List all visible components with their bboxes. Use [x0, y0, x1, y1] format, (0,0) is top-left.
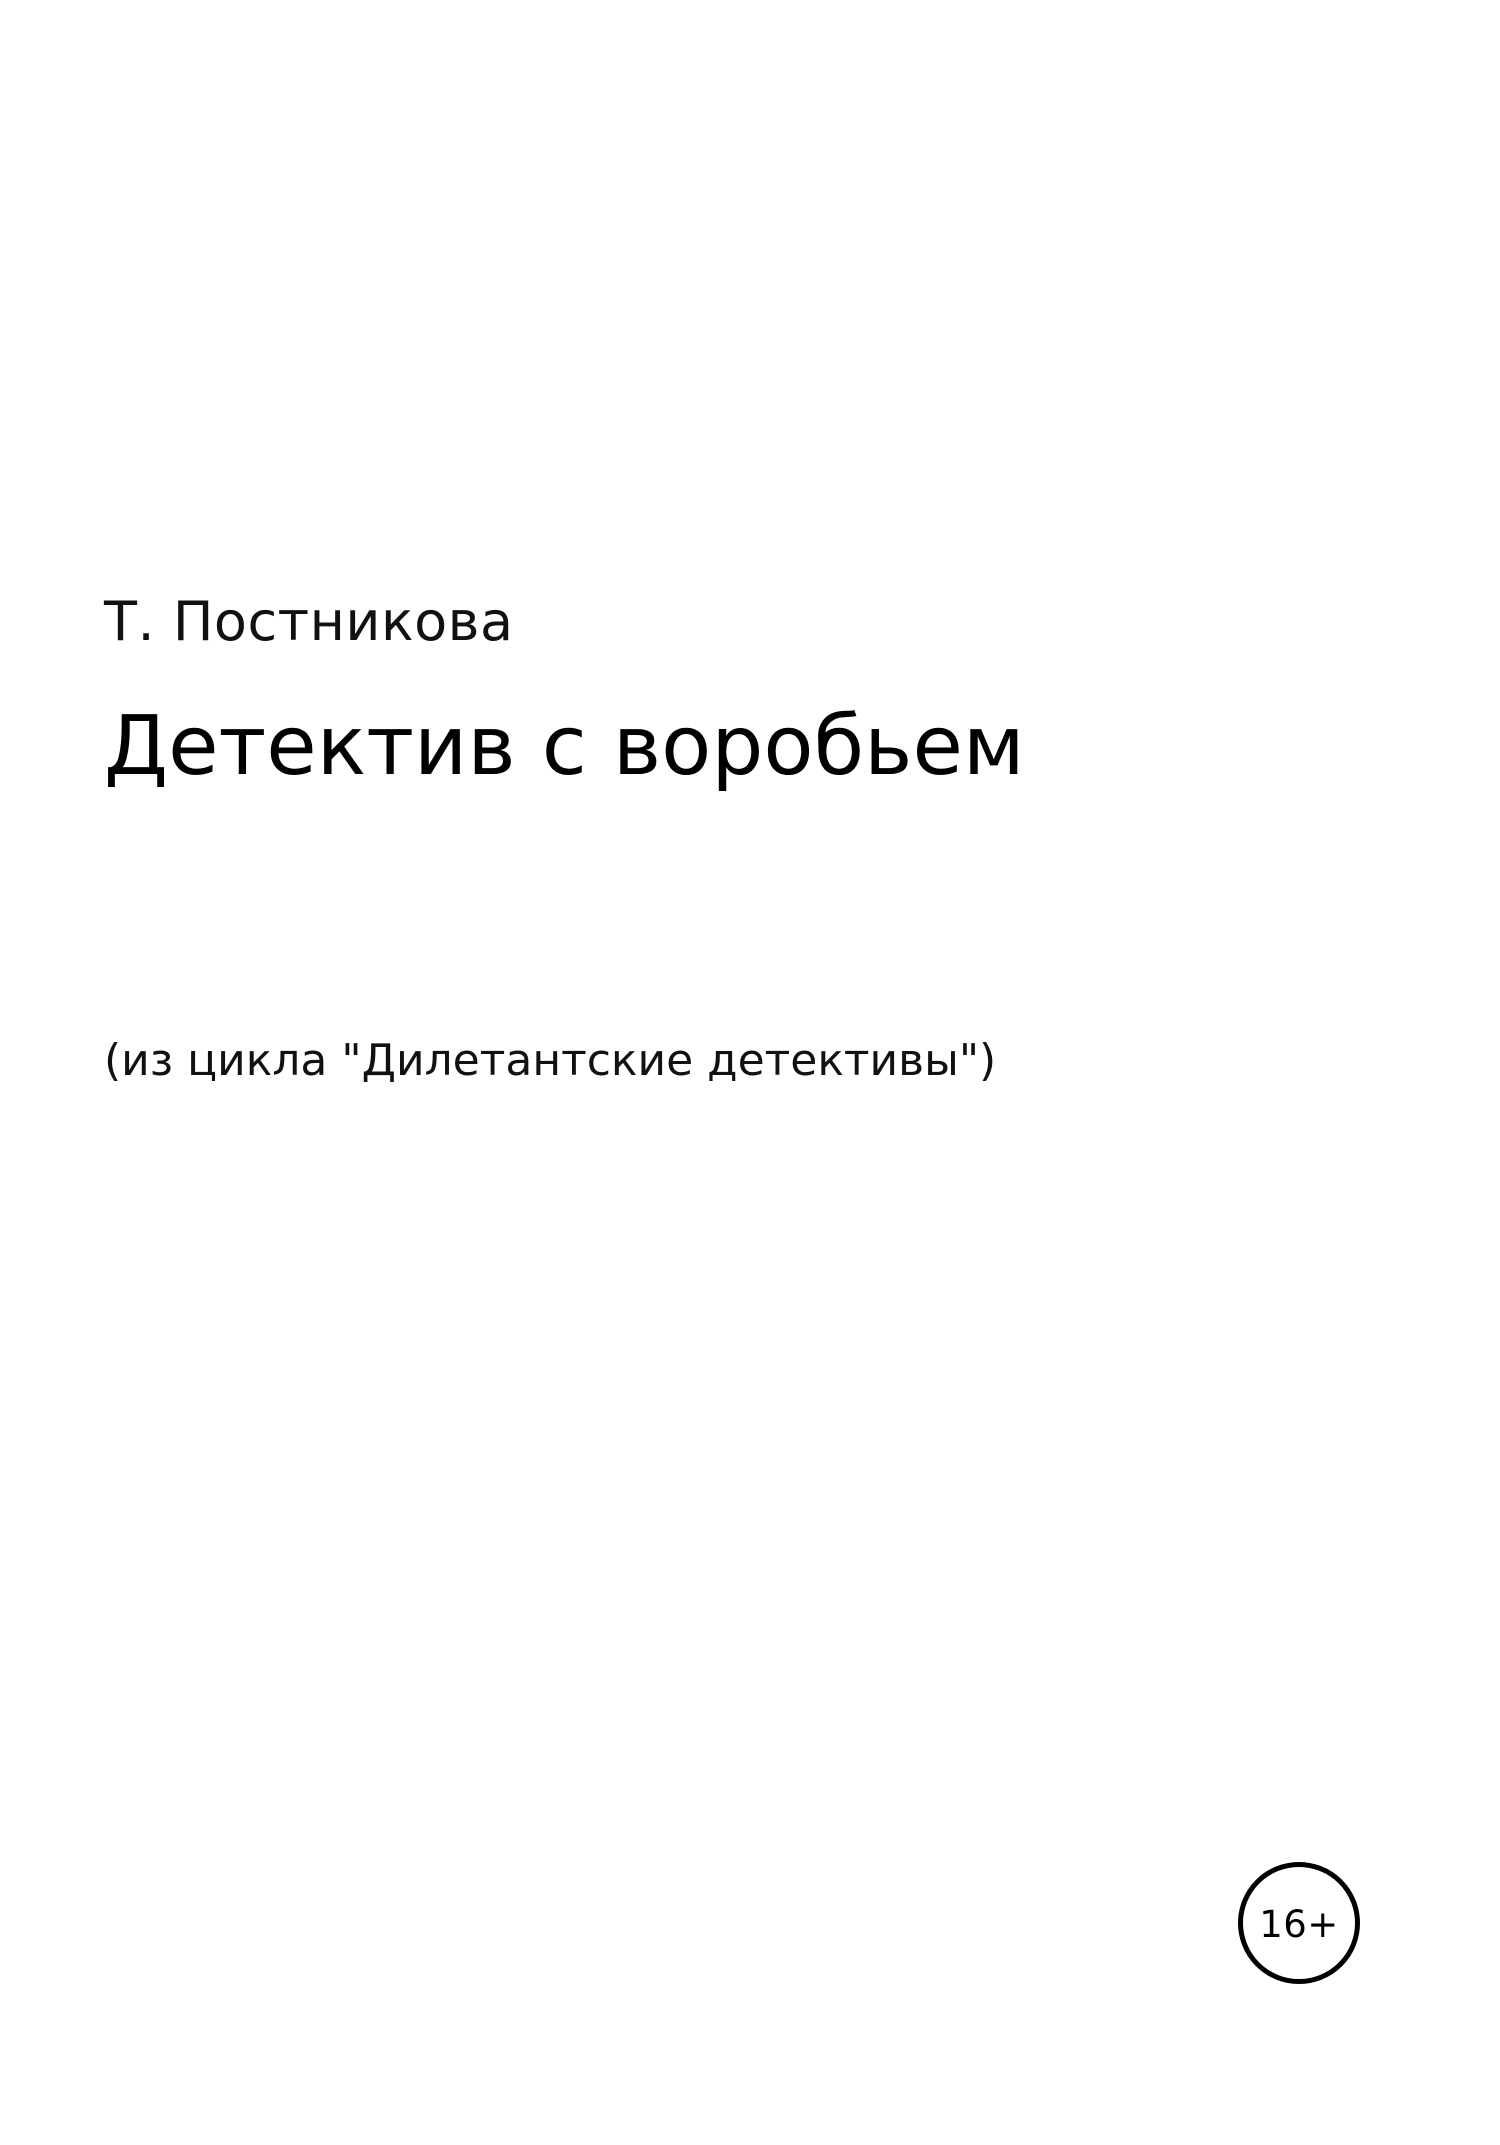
age-rating-badge [1238, 1862, 1360, 1984]
cover-text-block [104, 590, 1304, 795]
series-note: (из цикла "Дилетантские детективы") [104, 1035, 997, 1086]
age-rating-label: 16+ [1259, 1902, 1339, 1946]
author-name: Т. Постникова [104, 590, 514, 653]
book-title: Детектив с воробьем [104, 699, 1025, 795]
